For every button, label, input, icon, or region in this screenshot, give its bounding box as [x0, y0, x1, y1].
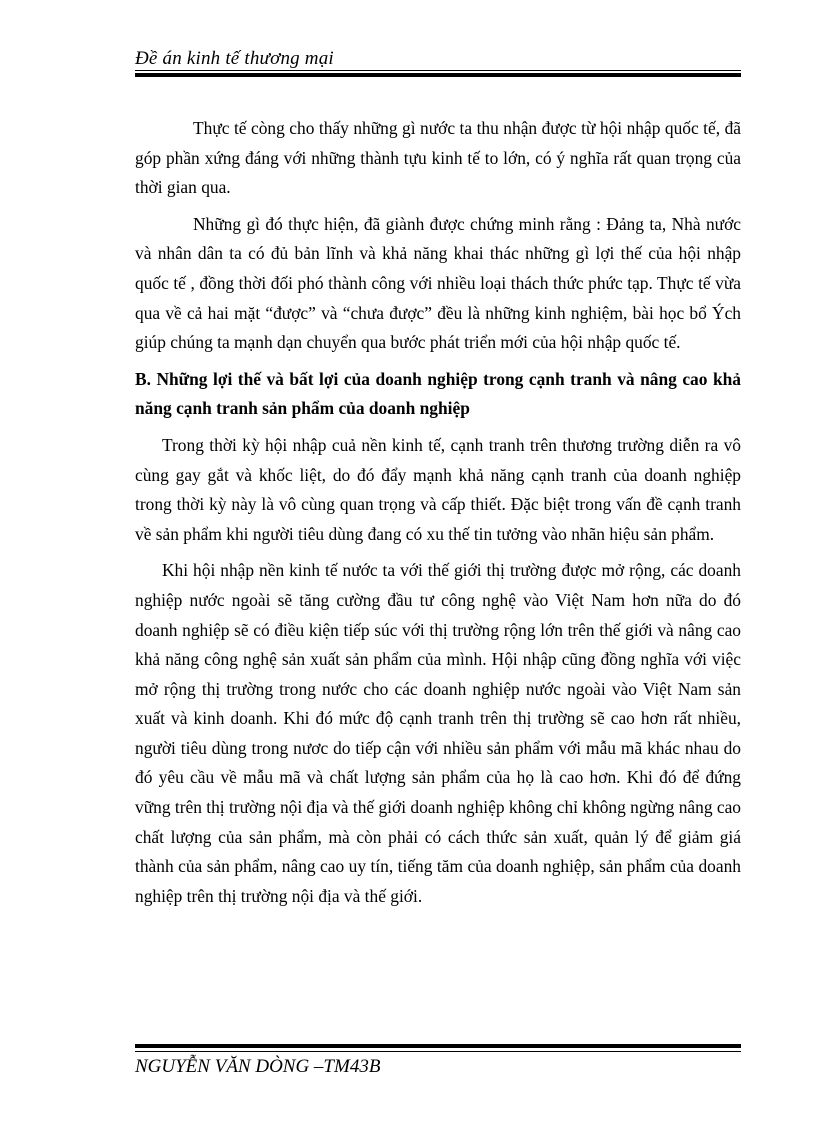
paragraph-4: Khi hội nhập nền kinh tế nước ta với thế giới thị trường được mở rộng, các doanh nghiệp nước ngoài sẽ tăng cường đầu tư công nghệ vào Việt Nam hơn nữa do đó doanh nghiệp sẽ có điều kiện tiếp súc với thị trường rộng lớn trên thế giới và nâng cao khả năng công nghệ sản xuất sản phẩm của mình. Hội nhập cũng đồng nghĩa với việc mở rộng thị trường trong nước cho các doanh nghiệp nước ngoài vào Việt Nam sản xuất và kinh doanh. Khi đó mức độ cạnh tranh trên thị trường sẽ cao hơn rất nhiều, người tiêu dùng trong nươc do tiếp cận với nhiều sản phẩm với mẫu mã khác nhau do đó yêu cầu về mẫu mã và chất lượng sản phẩm của họ là cao hơn. Khi đó để đứng vững trên thị trường nội địa và thế giới doanh nghiệp không chỉ không ngừng nâng cao chất lượng của sản phẩm, mà còn phải có cách thức sản xuất, quản lý để giảm giá thành của sản phẩm, nâng cao uy tín, tiếng tăm của doanh nghiệp, sản phẩm của doanh nghiệp trên thị trường nội địa và thế giới.: [135, 560, 741, 906]
section-heading: B. Những lợi thế và bất lợi của doanh nghiệp trong cạnh tranh và nâng cao khả năng cạnh tranh sản phẩm của doanh nghiệp: [135, 368, 741, 419]
header-rule-thin: [135, 70, 741, 71]
paragraph-1: Thực tế còng cho thấy những gì nước ta thu nhận được từ hội nhập quốc tế, đã góp phần xứng đáng với những thành tựu kinh tế to lớn, có ý nghĩa rất quan trọng của thời gian qua.: [135, 118, 741, 198]
footer-author: NGUYỄN VĂN DÒNG –TM43B: [135, 1056, 381, 1077]
paragraph-2: Những gì đó thực hiện, đã giành được chứng minh rằng : Đảng ta, Nhà nước và nhân dân ta có đủ bản lĩnh và khả năng khai thác những gì lợi thế của hội nhập quốc tế , đồng thời đối phó thành công với nhiều loại thách thức phức tạp. Thực tế vừa qua về cả hai mặt “được” và “chưa được” đều là những kinh nghiệm, bài học bổ Ých giúp chúng ta mạnh dạn chuyển qua bước phát triển mới của hội nhập quốc tế.: [135, 213, 741, 353]
footer-rule-thick: [135, 1044, 741, 1048]
document-body: [135, 114, 741, 918]
footer-rule-thin: [135, 1051, 741, 1052]
header-title: Đề án kinh tế thương mại: [135, 48, 334, 69]
paragraph-3: Trong thời kỳ hội nhập cuả nền kinh tế, cạnh tranh trên thương trường diễn ra vô cùng gay gắt và khốc liệt, do đó đẩy mạnh khả năng cạnh tranh của doanh nghiệp trong thời kỳ này là vô cùng quan trọng và cấp thiết. Đặc biệt trong vấn đề cạnh tranh về sản phẩm khi người tiêu dùng đang có xu thế tin tưởng vào nhãn hiệu sản phẩm.: [135, 434, 741, 544]
header-rule-thick: [135, 73, 741, 77]
